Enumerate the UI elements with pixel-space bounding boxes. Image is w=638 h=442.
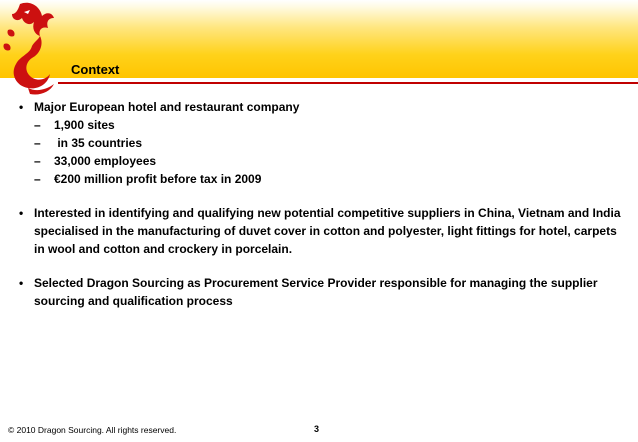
bullet-glyph: • bbox=[19, 276, 24, 290]
sub-item-text: €200 million profit before tax in 2009 bbox=[54, 172, 262, 186]
bullet-item bbox=[16, 274, 628, 310]
header-rule bbox=[58, 82, 638, 84]
footer-copyright: © 2010 Dragon Sourcing. All rights reserved. bbox=[8, 425, 177, 435]
sub-item bbox=[34, 152, 628, 170]
dash-glyph: – bbox=[34, 154, 41, 168]
slide-body bbox=[16, 98, 628, 310]
sub-item-text: in 35 countries bbox=[54, 136, 143, 150]
bullet-text: Major European hotel and restaurant company bbox=[34, 100, 300, 114]
bullet-glyph: • bbox=[19, 100, 24, 114]
bullet-item bbox=[16, 204, 628, 258]
slide-title: Context bbox=[71, 62, 120, 77]
sub-item bbox=[34, 134, 628, 152]
sub-item-text: 33,000 employees bbox=[54, 154, 157, 168]
page-number: 3 bbox=[314, 424, 320, 434]
bullet-item bbox=[16, 98, 628, 188]
dash-glyph: – bbox=[34, 118, 41, 132]
bullet-glyph: • bbox=[19, 206, 24, 220]
sub-item bbox=[34, 116, 628, 134]
sub-item bbox=[34, 170, 628, 188]
sub-item-text: 1,900 sites bbox=[54, 118, 115, 132]
bullet-text: Selected Dragon Sourcing as Procurement Service Provider responsible for managing the supplier sourcing and qualification process bbox=[34, 276, 598, 308]
dragon-logo bbox=[0, 0, 66, 96]
dash-glyph: – bbox=[34, 172, 41, 186]
dash-glyph: – bbox=[34, 136, 41, 150]
bullet-text: Interested in identifying and qualifying new potential competitive suppliers in China, Vietnam and India specialised in the manufacturing of duvet cover in cotton and polyester, light fittings for hotel, carpets in wool and cotton and crockery in porcelain. bbox=[34, 206, 621, 256]
sub-list bbox=[34, 116, 628, 188]
